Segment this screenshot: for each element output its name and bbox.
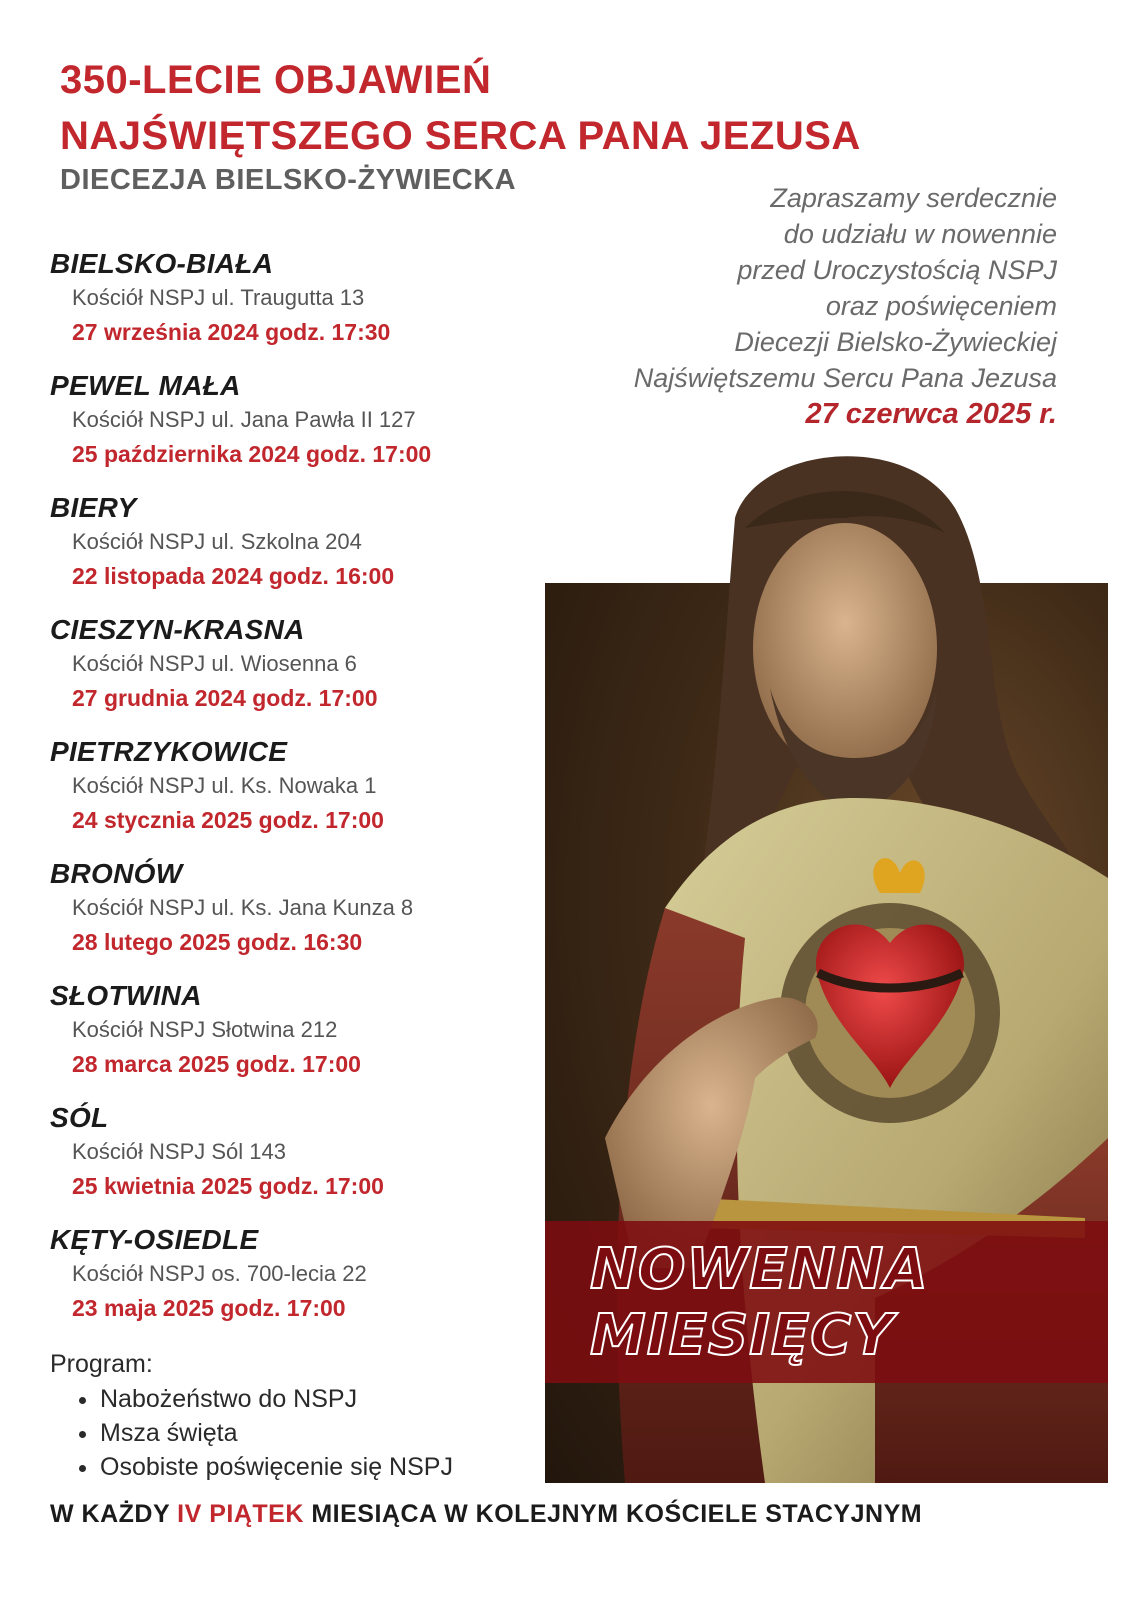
banner-line-1: NOWENNA	[590, 1237, 929, 1302]
station-item	[50, 246, 570, 368]
footer-highlight: IV PIĄTEK	[177, 1500, 304, 1528]
station-church: Kościół NSPJ Słotwina 212	[72, 1017, 338, 1042]
diocese-subtitle: DIECEZJA BIELSKO-ŻYWIECKA	[60, 164, 517, 196]
station-item	[50, 490, 570, 612]
station-church: Kościół NSPJ ul. Wiosenna 6	[72, 651, 357, 676]
station-date: 28 marca 2025 godz. 17:00	[72, 1051, 361, 1077]
station-church: Kościół NSPJ ul. Traugutta 13	[72, 285, 365, 310]
program-item: • Nabożeństwo do NSPJ	[100, 1382, 453, 1416]
station-date: 28 lutego 2025 godz. 16:30	[72, 929, 363, 955]
station-city: BRONÓW	[50, 858, 183, 889]
station-date: 25 października 2024 godz. 17:00	[72, 441, 432, 467]
station-church: Kościół NSPJ Sól 143	[72, 1139, 286, 1164]
footer-part-2: MIESIĄCA W KOLEJNYM KOŚCIELE STACYJNYM	[303, 1500, 923, 1528]
invitation-line: oraz poświęceniem	[825, 291, 1057, 321]
program-label: Program:	[50, 1350, 153, 1378]
station-date: 27 września 2024 godz. 17:30	[72, 319, 391, 345]
station-city: SÓL	[50, 1102, 109, 1133]
station-church: Kościół NSPJ ul. Jana Pawła II 127	[72, 407, 416, 432]
station-date: 27 grudnia 2024 godz. 17:00	[72, 685, 378, 711]
station-city: PEWEL MAŁA	[50, 370, 241, 401]
station-date: 24 stycznia 2025 godz. 17:00	[72, 807, 384, 833]
station-church: Kościół NSPJ ul. Szkolna 204	[72, 529, 362, 554]
station-item	[50, 1100, 570, 1222]
station-city: BIERY	[50, 492, 137, 523]
program-item: • Osobiste poświęcenie się NSPJ	[100, 1450, 453, 1484]
invitation-line: Najświętszemu Sercu Pana Jezusa	[633, 363, 1057, 393]
station-city: BIELSKO-BIAŁA	[50, 248, 274, 279]
station-church: Kościół NSPJ os. 700-lecia 22	[72, 1261, 367, 1286]
station-church: Kościół NSPJ ul. Ks. Jana Kunza 8	[72, 895, 414, 920]
station-city: PIETRZYKOWICE	[50, 736, 288, 767]
station-date: 23 maja 2025 godz. 17:00	[72, 1295, 346, 1321]
station-city: CIESZYN-KRASNA	[50, 614, 305, 645]
station-item	[50, 1222, 570, 1344]
station-item	[50, 612, 570, 734]
station-item	[50, 368, 570, 490]
invitation-line: przed Uroczystością NSPJ	[737, 255, 1057, 285]
footer-note	[50, 1500, 922, 1529]
footer-part-1: W KAŻDY	[50, 1500, 178, 1528]
station-city: SŁOTWINA	[50, 980, 202, 1011]
station-item	[50, 734, 570, 856]
station-list	[50, 246, 570, 1344]
novena-banner	[545, 1221, 1108, 1383]
station-item	[50, 856, 570, 978]
invitation-text	[537, 180, 1057, 432]
banner-line-2: MIESIĘCY	[590, 1303, 894, 1368]
program-section	[50, 1346, 453, 1484]
title-line-2: NAJŚWIĘTSZEGO SERCA PANA JEZUSA	[60, 114, 861, 158]
program-item: • Msza święta	[100, 1416, 453, 1450]
invitation-line: Zapraszamy serdecznie	[770, 183, 1057, 213]
station-date: 25 kwietnia 2025 godz. 17:00	[72, 1173, 384, 1199]
station-city: KĘTY-OSIEDLE	[50, 1224, 259, 1255]
invitation-line: Diecezji Bielsko-Żywieckiej	[734, 327, 1057, 357]
invitation-line: do udziału w nowennie	[783, 219, 1057, 249]
station-item	[50, 978, 570, 1100]
solemnity-date: 27 czerwca 2025 r.	[805, 398, 1057, 430]
station-date: 22 listopada 2024 godz. 16:00	[72, 563, 395, 589]
page-title	[60, 52, 861, 164]
title-line-1: 350-LECIE OBJAWIEŃ	[60, 58, 492, 102]
banner-text	[590, 1237, 929, 1369]
station-church: Kościół NSPJ ul. Ks. Nowaka 1	[72, 773, 377, 798]
program-list	[50, 1382, 453, 1484]
